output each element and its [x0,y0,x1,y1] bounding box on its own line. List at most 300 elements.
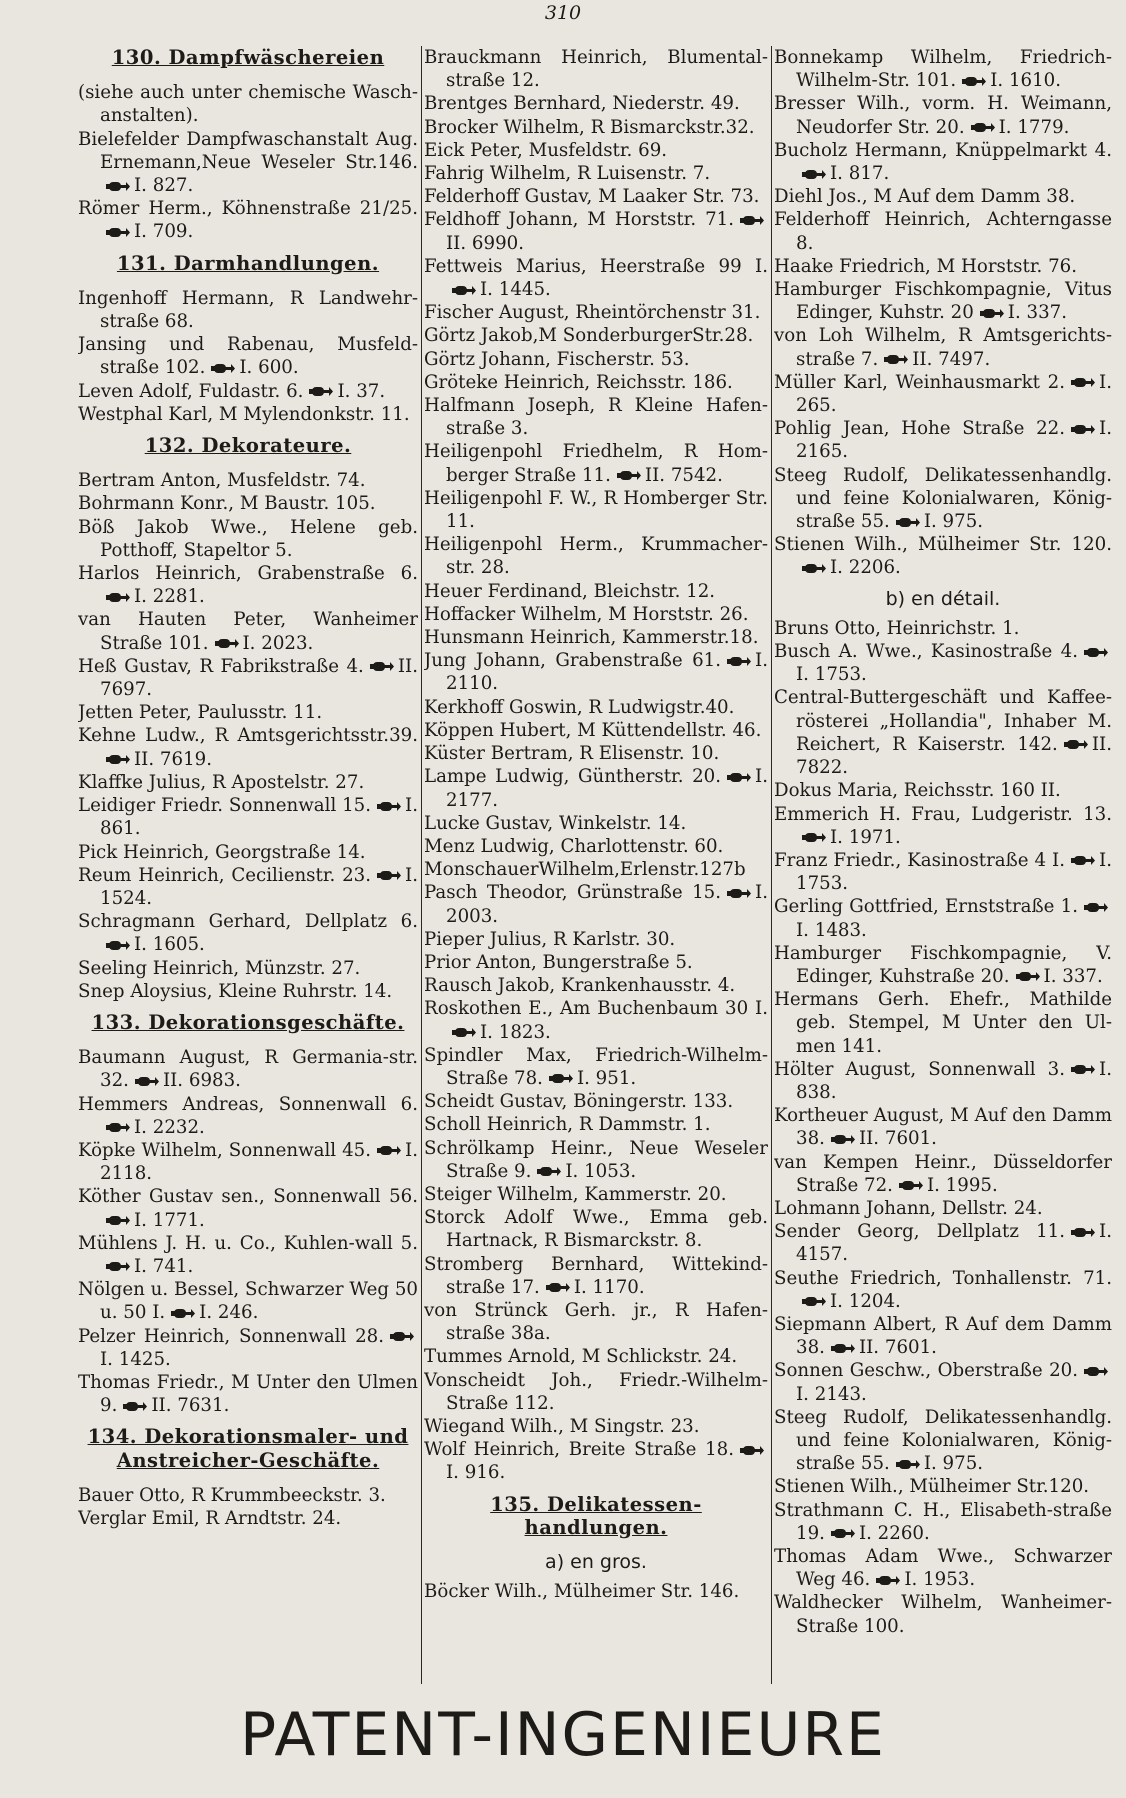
entry-text: Dokus Maria, Reichsstr. 160 II. [774,780,1061,802]
directory-entry [774,1359,1112,1405]
phone-number: I. 2232. [134,1116,205,1138]
entry-text: van Hauten Peter, Wanheimer Straße 101. [78,609,418,654]
column-divider [771,46,772,1684]
directory-entry [774,92,1112,138]
directory-entry [424,974,768,997]
directory-entry [424,1044,768,1090]
entry-text: Felderhoff Gustav, M Laaker Str. 73. [424,186,760,208]
telephone-icon [896,1459,920,1470]
directory-entry [774,533,1112,579]
entry-text: Feldhoff Johann, M Horststr. 71. [424,209,734,231]
telephone-icon [876,1575,900,1586]
directory-entry [424,1345,768,1368]
telephone-icon [106,227,130,238]
entry-text: Jung Johann, Grabenstraße 61. [424,650,722,672]
entry-text: Verglar Emil, R Arndtstr. 24. [78,1507,342,1529]
directory-entry [78,1046,418,1092]
phone-number: II. 6990. [446,232,524,254]
entry-text: Kehne Ludw., R Amtsgerichtsstr.39. [78,725,418,747]
directory-entry [424,835,768,858]
entry-text: Franz Friedr., Kasinostraße 4 I. [774,849,1066,871]
directory-entry [78,1139,418,1185]
directory-entry [424,162,768,185]
telephone-icon [1071,377,1095,388]
entry-text: Köther Gustav sen., Sonnenwall 56. [78,1186,418,1208]
phone-number: I. 246. [199,1302,259,1324]
entry-text: Müller Karl, Weinhausmarkt 2. [774,371,1066,393]
entry-text: Vonscheidt Joh., Friedr.-Wilhelm-Straße 112. [424,1369,768,1414]
entry-text: Bresser Wilh., vorm. H. Weimann, Neudorfer Str. 20. [774,93,1112,138]
telephone-icon [106,181,130,192]
entry-text: Stienen Wilh., Mülheimer Str.120. [774,1476,1090,1498]
entry-text: Bauer Otto, R Krummbeeckstr. 3. [78,1484,386,1506]
phone-number: I. 1610. [990,70,1062,92]
directory-entry [424,1438,768,1484]
directory-entry [78,655,418,701]
directory-entry [424,603,768,626]
entry-text: Brentges Bernhard, Niederstr. 49. [424,93,740,115]
entry-text: Ingenhoff Hermann, R Landwehr-straße 68. [78,287,418,333]
phone-number: I. 1753. [796,849,1112,895]
directory-entry [424,1299,768,1345]
directory-entry [774,464,1112,534]
telephone-icon [896,517,920,528]
section-subheading: b) en détail. [885,587,1001,610]
directory-entry [774,779,1112,802]
directory-entry [774,1220,1112,1266]
directory-entry [424,394,768,440]
phone-number: I. 1995. [926,1174,998,1196]
telephone-icon [1071,855,1095,866]
phone-number: I. 709. [134,221,194,243]
section-heading: 134. Dekorationsmaler- und Anstreicher-Geschäfte. [87,1425,409,1472]
entry-text: Steeg Rudolf, Delikatessenhandlg. und feine Kolonialwaren, König-straße 55. [774,1406,1112,1475]
phone-number: I. 2206. [830,557,901,579]
entry-text: Seeling Heinrich, Münzstr. 27. [78,957,361,979]
directory-entry [424,997,768,1043]
telephone-icon [1071,1064,1095,1075]
phone-number: I. 741. [134,1255,194,1277]
entry-text: Steeg Rudolf, Delikatessenhandlg. und feine Kolonialwaren, König-straße 55. [774,464,1112,533]
telephone-icon [727,656,751,667]
telephone-icon [802,1296,826,1307]
directory-entry [424,1113,768,1136]
entry-text: Mühlens J. H. u. Co., Kuhlen-wall 5. [78,1232,418,1254]
directory-entry [78,1484,418,1507]
phone-number: II. 7497. [912,348,991,370]
directory-entry [78,771,418,794]
telephone-icon [617,470,641,481]
entry-text: MonschauerWilhelm,Erlenstr.127b [424,859,746,881]
directory-entry [78,1371,418,1417]
phone-number: I. 1771. [134,1209,205,1231]
telephone-icon [1084,902,1108,913]
phone-number: I. 2003. [446,882,768,927]
directory-entry [424,1183,768,1206]
entry-text: Jetten Peter, Paulusstr. 11. [78,702,323,724]
directory-entry [78,1185,418,1231]
telephone-icon [740,1445,764,1456]
directory-entry [424,301,768,324]
phone-number: I. 1524. [100,864,418,909]
directory-entry [78,701,418,724]
entry-text: Schragmann Gerhard, Dellplatz 6. [78,911,418,933]
entry-text: Tummes Arnold, M Schlickstr. 24. [424,1346,738,1368]
phone-number: I. 337. [1043,965,1103,987]
entry-text: Brauckmann Heinrich, Blumental-straße 12. [424,47,768,92]
entry-text: Brocker Wilhelm, R Bismarckstr.32. [424,116,755,138]
section-heading: 135. Delikatessen-handlungen. [490,1492,702,1539]
directory-entry [774,139,1112,185]
entry-text: Hamburger Fischkompagnie, Vitus Edinger, Kuhstr. 20 [774,279,1112,324]
directory-entry [424,46,768,92]
directory-entry [774,640,1112,686]
phone-number: I. 2143. [796,1383,867,1405]
entry-text: Hölter August, Sonnenwall 3. [774,1058,1066,1080]
telephone-icon [1084,1366,1108,1377]
directory-entry [78,1232,418,1278]
entry-text: Busch A. Wwe., Kasinostraße 4. [774,641,1078,663]
phone-number: I. 2023. [242,632,314,654]
phone-number: I. 1170. [573,1276,645,1298]
directory-entry [774,1499,1112,1545]
telephone-icon [802,563,826,574]
phone-number: II. 7619. [134,748,212,770]
telephone-icon [1064,739,1088,750]
directory-entry [424,1580,768,1603]
entry-text: Gerling Gottfried, Ernststraße 1. [774,896,1078,918]
directory-entry [424,951,768,974]
phone-number: I. 600. [239,357,299,379]
entry-text: Heuer Ferdinand, Bleichstr. 12. [424,580,716,602]
telephone-icon [549,1073,573,1084]
entry-text: Küster Bertram, R Elisenstr. 10. [424,743,720,765]
entry-text: Fischer August, Rheintörchenstr 31. [424,302,761,324]
telephone-icon [537,1166,561,1177]
directory-entry [424,696,768,719]
telephone-icon [831,1528,855,1539]
entry-text: Böcker Wilh., Mülheimer Str. 146. [424,1581,740,1603]
directory-entry [424,208,768,254]
entry-text: Steiger Wilhelm, Kammerstr. 20. [424,1183,727,1205]
directory-entry [78,910,418,956]
entry-text: Görtz Johann, Fischerstr. 53. [424,348,690,370]
column-divider [421,46,422,1684]
directory-entry [78,333,418,379]
phone-number: I. 37. [337,380,386,402]
phone-number: I. 1053. [565,1160,637,1182]
directory-entry [78,403,418,426]
entry-text: Bruns Otto, Heinrichstr. 1. [774,617,1020,639]
phone-number: I. 1779. [998,116,1070,138]
directory-entry [424,487,768,533]
entry-text: Scholl Heinrich, R Dammstr. 1. [424,1114,711,1136]
phone-number: I. 861. [100,795,418,840]
entry-text: Siepmann Albert, R Auf dem Damm 38. [774,1313,1112,1359]
directory-entry [774,803,1112,849]
entry-text: Fahrig Wilhelm, R Luisenstr. 7. [424,163,711,185]
directory-entry [774,417,1112,463]
section-subheading: a) en gros. [545,1551,647,1573]
entry-text: Heiligenpohl F. W., R Homberger Str. 11. [424,487,768,533]
directory-entry [424,1090,768,1113]
entry-text: von Loh Wilhelm, R Amtsgerichts-straße 7. [774,325,1112,370]
directory-entry [424,742,768,765]
entry-text: Lucke Gustav, Winkelstr. 14. [424,812,687,834]
directory-entry [78,608,418,654]
directory-entry [424,881,768,927]
entry-text: van Kempen Heinr., Düsseldorfer Straße 72. [774,1151,1112,1196]
entry-text: Leven Adolf, Fuldastr. 6. [78,380,304,402]
directory-entry [78,980,418,1003]
telephone-icon [727,888,751,899]
directory-entry [424,371,768,394]
telephone-icon [106,940,130,951]
section-heading: 132. Dekorateure. [144,434,352,458]
directory-entry [774,208,1112,254]
directory-entry [424,649,768,695]
directory-entry [774,1267,1112,1313]
telephone-icon [106,1261,130,1272]
phone-number: I. 838. [796,1058,1112,1103]
entry-text: Gröteke Heinrich, Reichsstr. 186. [424,371,733,393]
entry-text: Bielefelder Dampfwaschanstalt Aug. Ernemann,Neue Weseler Str.146. [78,128,418,173]
entry-text: Strathmann C. H., Elisabeth-straße 19. [774,1499,1112,1544]
directory-entry [78,287,418,333]
entry-text: Heß Gustav, R Fabrikstraße 4. [78,655,364,677]
entry-text: Scheidt Gustav, Böningerstr. 133. [424,1091,734,1113]
telephone-icon [106,592,130,603]
entry-text: Hermans Gerh. Ehefr., Mathilde geb. Stempel, M Unter den Ul-men 141. [774,989,1112,1057]
phone-number: I. 2118. [100,1139,418,1185]
phone-number: I. 2110. [446,650,768,695]
telephone-icon [1084,647,1108,658]
telephone-icon [962,76,986,87]
directory-entry [774,255,1112,278]
section-heading: 131. Darmhandlungen. [116,251,380,275]
directory-entry [78,128,418,198]
directory-entry [774,1545,1112,1591]
entry-text: Pasch Theodor, Grünstraße 15. [424,882,722,904]
entry-text: Pelzer Heinrich, Sonnenwall 28. [78,1325,384,1347]
phone-number: I. 1971. [830,826,901,848]
directory-entry [424,812,768,835]
phone-number: I. 817. [830,163,890,185]
directory-entry [424,1137,768,1183]
directory-entry [78,492,418,515]
entry-text: Pieper Julius, R Karlstr. 30. [424,928,676,950]
directory-entry [774,988,1112,1058]
entry-text: Kerkhoff Goswin, R Ludwigstr.40. [424,696,735,718]
entry-text: Felderhoff Heinrich, Achterngasse 8. [774,209,1112,254]
directory-entry [78,562,418,608]
telephone-icon [309,386,333,397]
telephone-icon [377,801,401,812]
directory-entry [424,1369,768,1415]
directory-entry [424,858,768,881]
entry-text: Sender Georg, Dellplatz 11. [774,1221,1066,1243]
page-number: 310 [544,2,582,24]
directory-entry [424,765,768,811]
entry-text: Waldhecker Wilhelm, Wanheimer-Straße 100. [774,1592,1112,1637]
telephone-icon [546,1282,570,1293]
entry-text: Wolf Heinrich, Breite Straße 18. [424,1439,734,1461]
entry-text: Görtz Jakob,M SonderburgerStr.28. [424,325,754,347]
phone-number: I. 4157. [796,1221,1112,1266]
entry-text: Menz Ludwig, Charlottenstr. 60. [424,835,724,857]
section-heading: 133. Dekorationsgeschäfte. [91,1010,405,1034]
entry-text: Bonnekamp Wilhelm, Friedrich-Wilhelm-Str. 101. [774,47,1112,92]
entry-text: Roskothen E., Am Buchenbaum 30 I. [424,998,768,1020]
directory-entry [424,324,768,347]
directory-entry [78,724,418,770]
phone-number: II. 6983. [162,1070,241,1092]
telephone-icon [123,1401,147,1412]
entry-text: Heiligenpohl Friedhelm, R Hom-berger Straße 11. [424,441,768,486]
directory-entry [774,617,1112,640]
phone-number: I. 1605. [134,934,205,956]
entry-text: Hamburger Fischkompagnie, V. Edinger, Kuhstraße 20. [774,942,1112,987]
directory-entry [78,380,418,403]
phone-number: I. 1204. [830,1290,901,1312]
entry-text: Eick Peter, Musfeldstr. 69. [424,139,668,161]
phone-number: II. 7822. [796,733,1112,779]
directory-entry [78,81,418,127]
phone-number: I. 1953. [904,1569,976,1591]
telephone-icon [884,354,908,365]
directory-entry [774,895,1112,941]
directory-entry [774,942,1112,988]
column-2 [424,46,768,1684]
entry-text: Spindler Max, Friedrich-Wilhelm-Straße 78. [424,1044,768,1089]
directory-entry [774,686,1112,779]
entry-text: Heiligenpohl Herm., Krummacher-str. 28. [424,534,768,579]
telephone-icon [740,215,764,226]
phone-number: I. 975. [923,1453,984,1475]
phone-number: I. 1483. [796,919,867,941]
phone-number: I. 827. [134,175,194,197]
directory-entry [78,1507,418,1530]
entry-text: Bohrmann Konr., M Baustr. 105. [78,493,376,515]
entry-text: Stienen Wilh., Mülheimer Str. 120. [774,534,1112,556]
directory-entry [78,469,418,492]
entry-text: Lohmann Johann, Dellstr. 24. [774,1197,1043,1219]
directory-entry [424,1206,768,1252]
entry-text: Sonnen Geschw., Oberstraße 20. [774,1360,1078,1382]
phone-number: II. 7631. [151,1395,230,1417]
entry-text: Harlos Heinrich, Grabenstraße 6. [78,563,418,585]
entry-text: Halfmann Joseph, R Kleine Hafen-straße 3. [424,395,768,440]
entry-text: Storck Adolf Wwe., Emma geb. Hartnack, R Bismarckstr. 8. [424,1207,768,1252]
telephone-icon [1016,971,1040,982]
entry-text: Köpke Wilhelm, Sonnenwall 45. [78,1139,372,1161]
telephone-icon [135,1076,159,1087]
directory-entry [774,1313,1112,1359]
entry-text: Wiegand Wilh., M Singstr. 23. [424,1415,700,1437]
telephone-icon [215,638,239,649]
entry-text: Prior Anton, Bungerstraße 5. [424,951,693,973]
directory-entry [78,516,418,562]
entry-text: Köppen Hubert, M Küttendellstr. 46. [424,719,762,741]
entry-text: Nölgen u. Bessel, Schwarzer Weg 50 u. 50 I. [78,1279,418,1324]
telephone-icon [106,1215,130,1226]
entry-text: Lampe Ludwig, Güntherstr. 20. [424,766,722,788]
directory-entry [424,440,768,486]
telephone-icon [452,1027,476,1038]
directory-entry [78,841,418,864]
directory-entry [774,185,1112,208]
directory-entry [774,1104,1112,1150]
directory-entry [424,533,768,579]
entry-text: Reum Heinrich, Cecilienstr. 23. [78,864,372,886]
telephone-icon [727,772,751,783]
entry-text: Pohlig Jean, Hohe Straße 22. [774,418,1066,440]
entry-text: Kortheuer August, M Auf den Damm 38. [774,1105,1112,1150]
directory-entry [774,278,1112,324]
directory-entry [424,116,768,139]
directory-entry [774,46,1112,92]
entry-text: Leidiger Friedr. Sonnenwall 15. [78,795,372,817]
directory-entry [424,139,768,162]
entry-text: Emmerich H. Frau, Ludgeristr. 13. [774,803,1112,825]
telephone-icon [377,1145,401,1156]
directory-entry [774,1406,1112,1476]
directory-entry [774,849,1112,895]
directory-entry [424,1253,768,1299]
telephone-icon [211,363,235,374]
column-3 [774,46,1112,1684]
entry-text: Westphal Karl, M Mylendonkstr. 11. [78,403,410,425]
directory-entry [78,957,418,980]
directory-entry [78,864,418,910]
directory-entry [774,1151,1112,1197]
entry-text: Stromberg Bernhard, Wittekind-straße 17. [424,1253,768,1298]
directory-entry [774,1197,1112,1220]
directory-entry [424,626,768,649]
column-1 [78,46,418,1684]
entry-text: Hunsmann Heinrich, Kammerstr.18. [424,627,759,649]
entry-text: Jansing und Rabenau, Musfeld-straße 102. [78,334,418,379]
phone-number: I. 1425. [100,1348,171,1370]
directory-entry [774,1591,1112,1637]
directory-entry [774,324,1112,370]
telephone-icon [1071,1227,1095,1238]
telephone-icon [377,870,401,881]
phone-number: II. 7697. [100,655,418,701]
telephone-icon [980,308,1004,319]
entry-text: (siehe auch unter chemische Wasch-anstalten). [78,82,418,127]
entry-text: Fettweis Marius, Heerstraße 99 I. [424,255,768,277]
directory-entry [424,255,768,301]
phone-number: II. 7601. [858,1337,937,1359]
phone-number: I. 1445. [480,279,551,301]
directory-entry [424,92,768,115]
directory-entry [78,1278,418,1324]
entry-text: Thomas Adam Wwe., Schwarzer Weg 46. [774,1546,1112,1591]
footer-advertisement: PATENT-INGENIEURE [240,1700,886,1770]
directory-entry [774,371,1112,417]
entry-text: Böß Jakob Wwe., Helene geb. Potthoff, Stapeltor 5. [78,516,418,561]
telephone-icon [106,754,130,765]
entry-text: Haake Friedrich, M Horststr. 76. [774,255,1077,277]
telephone-icon [831,1343,855,1354]
directory-entry [424,185,768,208]
entry-text: Snep Aloysius, Kleine Ruhrstr. 14. [78,980,393,1002]
phone-number: I. 265. [796,371,1112,417]
phone-number: II. 7601. [858,1128,937,1150]
directory-entry [424,580,768,603]
phone-number: I. 2281. [134,586,205,608]
